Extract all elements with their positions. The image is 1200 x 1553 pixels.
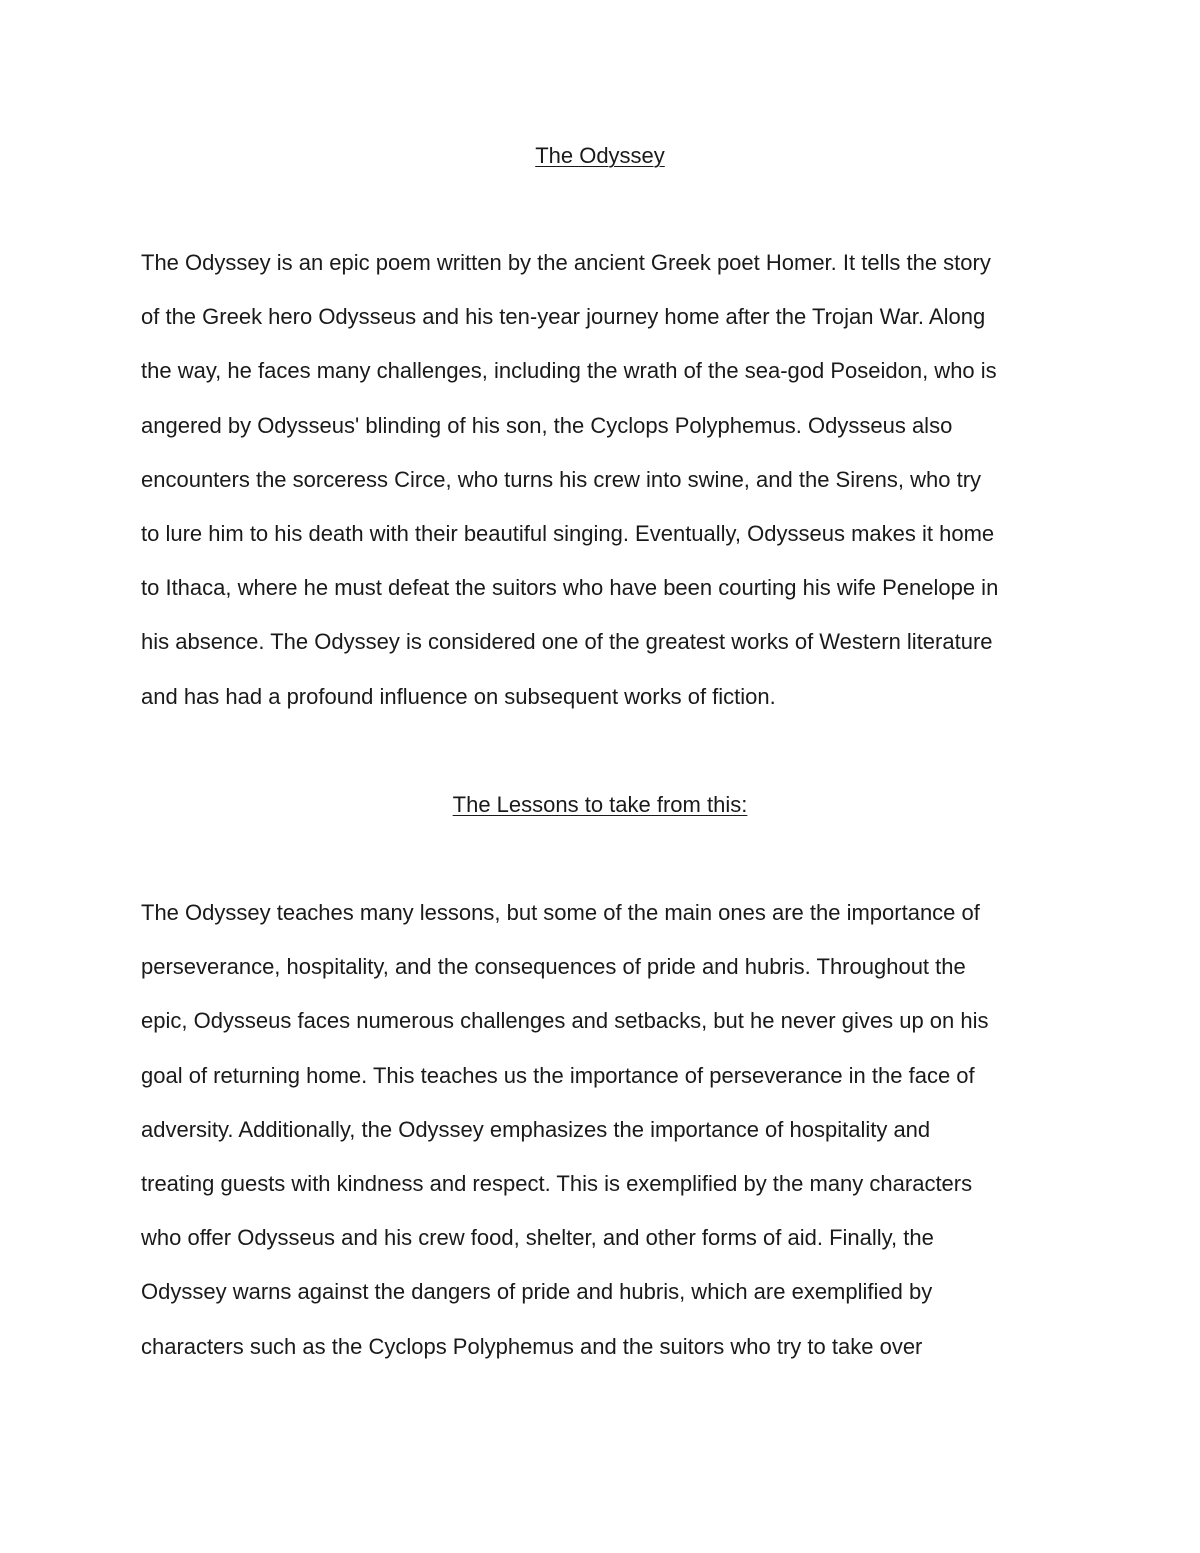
text-line: who offer Odysseus and his crew food, shelter, and other forms of aid. Finally, the (141, 1225, 934, 1251)
text-line: The Odyssey is an epic poem written by the ancient Greek poet Homer. It tells the story (141, 250, 991, 275)
text-line: treating guests with kindness and respect. This is exemplified by the many characters (141, 1171, 973, 1197)
text-line: of the Greek hero Odysseus and his ten-year journey home after the Trojan War. Along (141, 304, 986, 330)
text-line: the way, he faces many challenges, including the wrath of the sea-god Poseidon, who is (141, 358, 997, 384)
lessons-heading: The Lessons to take from this: (452, 792, 748, 817)
document-title: The Odyssey (535, 143, 665, 168)
text-line: angered by Odysseus' blinding of his son, the Cyclops Polyphemus. Odysseus also (141, 412, 953, 438)
text-line: perseverance, hospitality, and the consequences of pride and hubris. Throughout the (141, 954, 966, 980)
text-line: Odyssey warns against the dangers of pride and hubris, which are exemplified by (141, 1279, 933, 1305)
lessons-paragraph (141, 886, 1071, 1374)
text-line: epic, Odysseus faces numerous challenges and setbacks, but he never gives up on his (141, 1008, 989, 1034)
text-line: his absence. The Odyssey is considered one of the greatest works of Western literature (141, 629, 993, 655)
text-line: characters such as the Cyclops Polyphemus and the suitors who try to take over (141, 1333, 923, 1359)
text-line: encounters the sorceress Circe, who turns his crew into swine, and the Sirens, who try (141, 466, 982, 492)
text-line: to Ithaca, where he must defeat the suitors who have been courting his wife Penelope in (141, 575, 999, 601)
text-line: The Odyssey teaches many lessons, but some of the main ones are the importance of (141, 900, 980, 925)
intro-paragraph (141, 236, 1071, 724)
text-line: and has had a profound influence on subsequent works of fiction. (141, 683, 776, 709)
text-line: goal of returning home. This teaches us the importance of perseverance in the face of (141, 1062, 975, 1088)
text-line: adversity. Additionally, the Odyssey emphasizes the importance of hospitality and (141, 1116, 931, 1142)
text-line: to lure him to his death with their beautiful singing. Eventually, Odysseus makes it home (141, 521, 995, 547)
